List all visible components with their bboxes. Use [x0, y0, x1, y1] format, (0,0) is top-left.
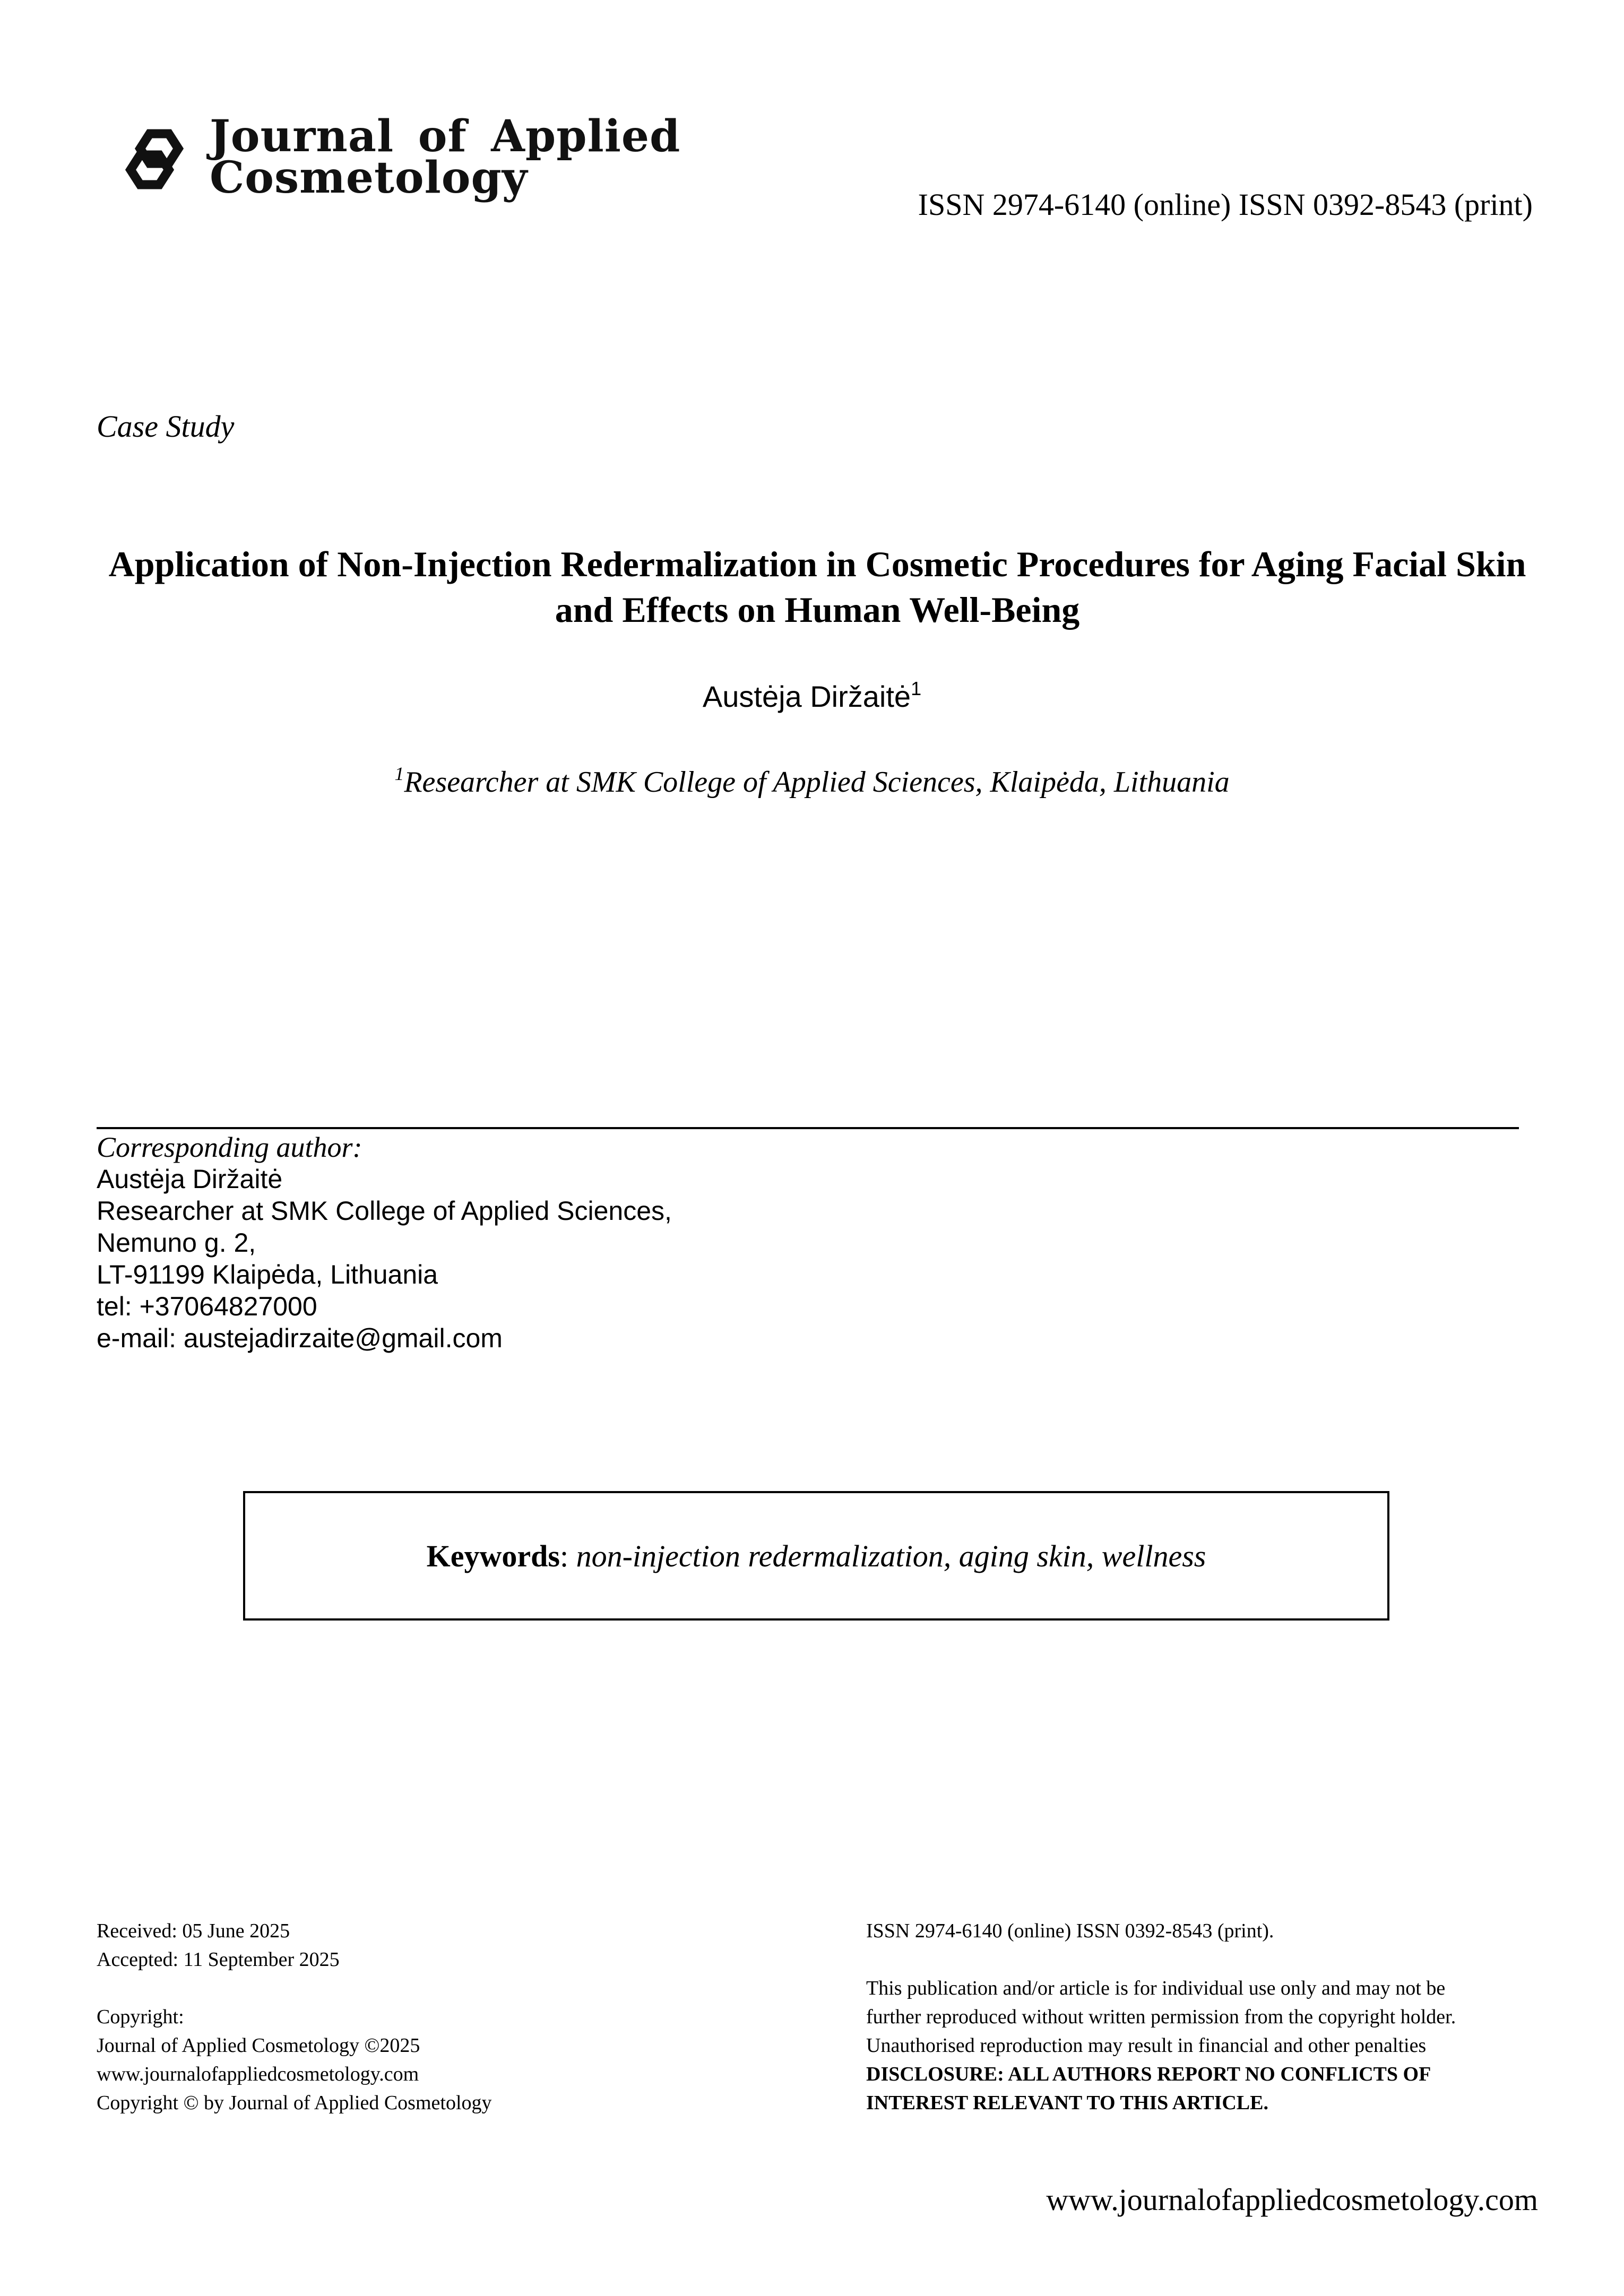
issn-header: ISSN 2974-6140 (online) ISSN 0392-8543 (print): [918, 187, 1533, 222]
keywords-separator: :: [559, 1538, 576, 1573]
footer-left-block: [97, 1917, 492, 2117]
corresponding-author-name: Austėja Diržaitė: [97, 1164, 283, 1194]
journal-name-line1: Journal of Applied: [210, 111, 681, 162]
journal-name-line2: Cosmetology: [210, 152, 528, 203]
section-divider: [97, 1127, 1519, 1129]
corresponding-author-street: Nemuno g. 2,: [97, 1228, 256, 1258]
journal-logo-icon: [122, 122, 196, 196]
corresponding-author-email: e-mail: austejadirzaite@gmail.com: [97, 1323, 503, 1353]
author-name: Austėja Diržaitė: [702, 680, 911, 713]
keywords-box: [243, 1491, 1389, 1621]
affiliation-text: Researcher at SMK College of Applied Sciences, Klaipėda, Lithuania: [404, 766, 1230, 799]
article-title: Application of Non-Injection Redermalization in Cosmetic Procedures for Aging Facial Skin and Effects on Human Well-Being: [108, 544, 1526, 630]
footer-issn: ISSN 2974-6140 (online) ISSN 0392-8543 (print).: [866, 1920, 1274, 1942]
keywords-values: non-injection redermalization, aging skin, wellness: [576, 1538, 1206, 1573]
usage-notice-line-2: further reproduced without written permission from the copyright holder.: [866, 2006, 1456, 2028]
disclosure-line-2: INTEREST RELEVANT TO THIS ARTICLE.: [866, 2092, 1268, 2114]
affiliation-line: [0, 765, 1624, 799]
journal-logo-text: [210, 111, 681, 203]
keywords-label: Keywords: [426, 1538, 560, 1573]
footer-right-block: [866, 1917, 1556, 2117]
disclosure-line-1: DISCLOSURE: ALL AUTHORS REPORT NO CONFLICTS OF: [866, 2063, 1431, 2085]
footer-website: www.journalofappliedcosmetology.com: [97, 2063, 419, 2085]
copyright-line: Journal of Applied Cosmetology ©2025: [97, 2034, 420, 2057]
corresponding-author-block: [97, 1131, 672, 1354]
corresponding-author-phone: tel: +37064827000: [97, 1292, 317, 1321]
usage-notice-line-1: This publication and/or article is for individual use only and may not be: [866, 1977, 1446, 1999]
corresponding-author-heading: Corresponding author:: [97, 1131, 362, 1163]
copyright-heading: Copyright:: [97, 2006, 184, 2028]
usage-notice-line-3: Unauthorised reproduction may result in financial and other penalties: [866, 2034, 1427, 2057]
copyright-by: Copyright © by Journal of Applied Cosmetology: [97, 2092, 492, 2114]
article-type: Case Study: [97, 409, 235, 444]
bottom-website-url: www.journalofappliedcosmetology.com: [1046, 2182, 1538, 2217]
affiliation-superscript: 1: [394, 763, 404, 784]
corresponding-author-city: LT-91199 Klaipėda, Lithuania: [97, 1260, 438, 1289]
received-date: Received: 05 June 2025: [97, 1920, 290, 1942]
author-line: [0, 679, 1624, 714]
accepted-date: Accepted: 11 September 2025: [97, 1948, 340, 1971]
corresponding-author-position: Researcher at SMK College of Applied Sciences,: [97, 1196, 672, 1226]
author-superscript: 1: [911, 678, 922, 699]
